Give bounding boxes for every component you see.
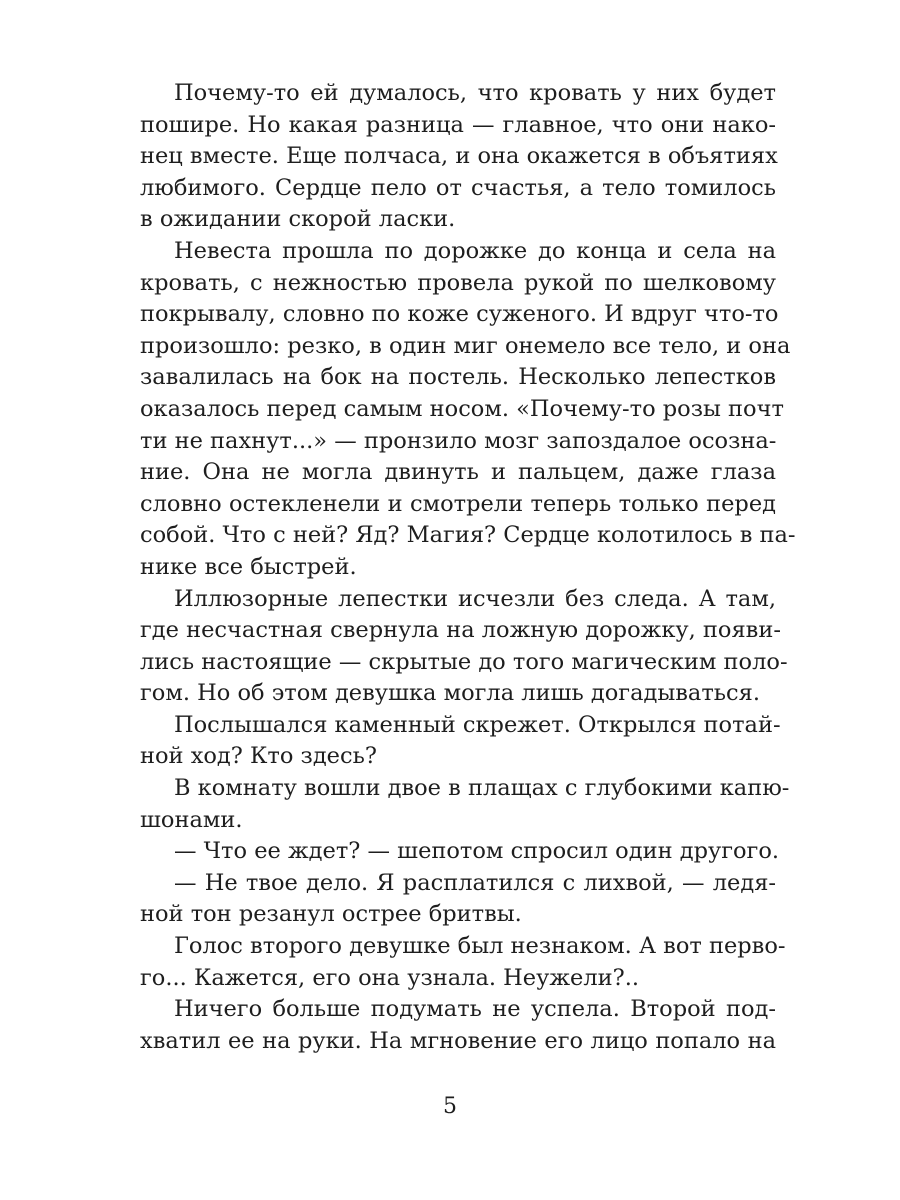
text-line: хватил ее на руки. На мгновение его лицо попало на [140, 1027, 776, 1054]
paragraph-6 [140, 836, 780, 868]
paragraph-2 [140, 236, 796, 584]
text-line: словно остекленели и смотрели теперь только перед [140, 490, 776, 517]
paragraph-5 [140, 773, 790, 836]
text-line: произошло: резко, в один миг онемело все тело, и она [140, 332, 791, 359]
text-line: пошире. Но какая разница — главное, что они нако- [140, 111, 776, 138]
text-line: ной ход? Кто здесь? [140, 743, 377, 770]
text-line: Послышался каменный скрежет. Открылся потай- [174, 711, 781, 738]
text-line: кровать, с нежностью провела рукой по шелковому [140, 269, 776, 296]
text-line: гом. Но об этом девушка могла лишь догадываться. [140, 680, 760, 707]
text-line: Невеста прошла по дорожке до конца и села на [174, 237, 776, 264]
text-line: нике все быстрей. [140, 553, 357, 580]
page-number: 5 [443, 1094, 457, 1119]
text-line: где несчастная свернула на ложную дорожку, появи- [140, 617, 781, 644]
text-line: Голос второго девушке был незнаком. А вот перво- [174, 933, 786, 960]
paragraph-8 [140, 931, 786, 994]
text-line: Иллюзорные лепестки исчезли без следа. А там, [174, 585, 776, 612]
text-line: го... Кажется, его она узнала. Неужели?.. [140, 964, 640, 991]
text-line: — Что ее ждет? — шепотом спросил один другого. [174, 838, 780, 865]
text-line: В комнату вошли двое в плащах с глубокими капю- [174, 775, 790, 802]
text-line: любимого. Сердце пело от счастья, а тело томилось [140, 174, 776, 201]
text-line: Ничего больше подумать не успела. Второй под- [174, 996, 776, 1023]
text-line: шонами. [140, 806, 243, 833]
paragraph-9 [140, 994, 776, 1057]
paragraph-1 [140, 78, 776, 236]
text-line: — Не твое дело. Я расплатился с лихвой, — ледя- [174, 869, 776, 896]
text-line: лись настоящие — скрытые до того магическим поло- [140, 648, 788, 675]
text-line: Почему-то ей думалось, что кровать у них будет [174, 80, 776, 106]
text-line: собой. Что с ней? Яд? Магия? Сердце колотилось в па- [140, 522, 796, 549]
text-line: в ожидании скорой ласки. [140, 206, 456, 233]
paragraph-4 [140, 710, 781, 773]
page-body [140, 78, 796, 1057]
text-line: завалилась на бок на постель. Несколько лепестков [140, 364, 776, 391]
paragraph-3 [140, 584, 788, 710]
text-line: покрывалу, словно по коже суженого. И вдруг что-то [140, 301, 779, 328]
text-line: оказалось перед самым носом. «Почему-то розы почт [140, 395, 784, 422]
text-line: ной тон резанул острее бритвы. [140, 901, 522, 928]
paragraph-7 [140, 868, 776, 931]
text-line: ние. Она не могла двинуть и пальцем, даже глаза [140, 459, 776, 486]
text-line: ти не пахнут...» — пронзило мозг запоздалое осозна- [140, 427, 777, 454]
text-line: нец вместе. Еще полчаса, и она окажется в объятиях [140, 143, 778, 170]
